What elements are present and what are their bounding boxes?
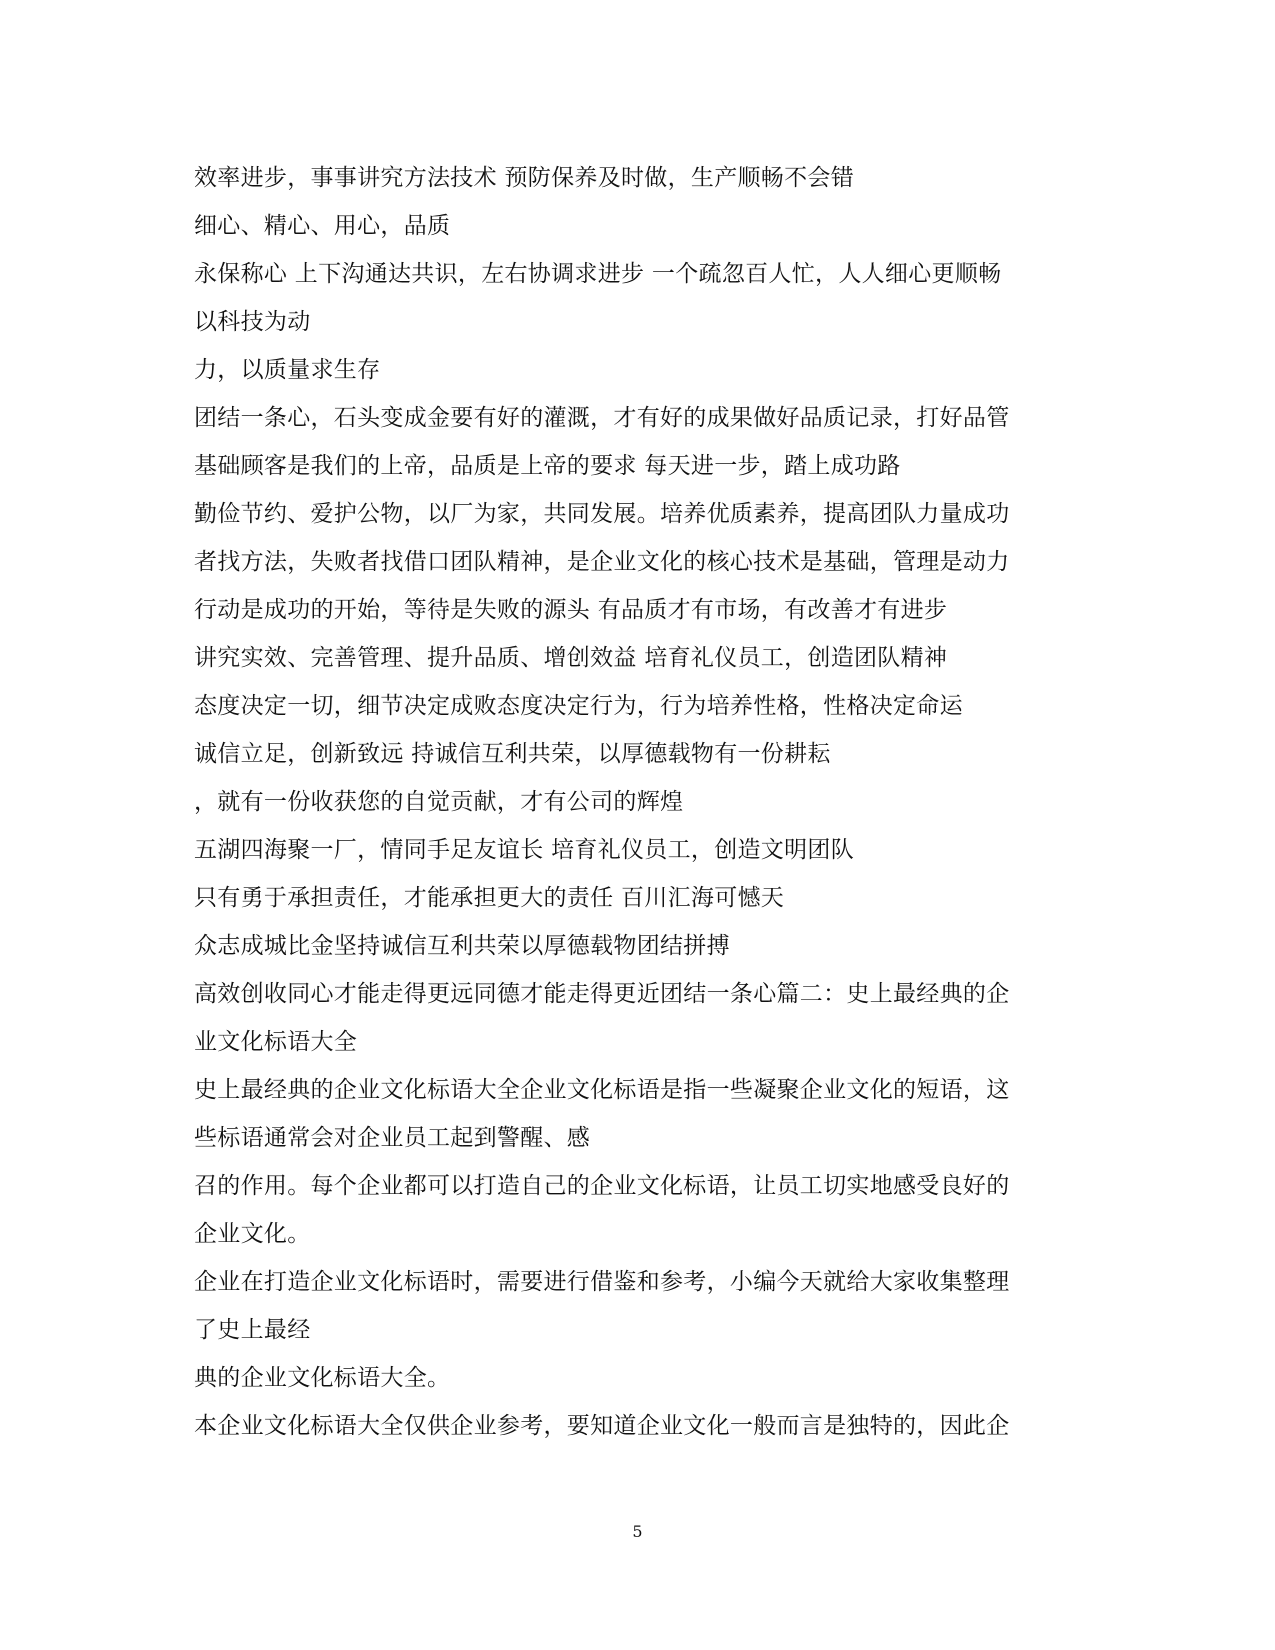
- text-line: 行动是成功的开始，等待是失败的源头 有品质才有市场，有改善才有进步: [194, 597, 948, 623]
- text-line: 企业文化。: [194, 1221, 311, 1247]
- text-line: 高效创收同心才能走得更远同德才能走得更近团结一条心篇二：史上最经典的企: [194, 981, 1010, 1007]
- text-line: 众志成城比金坚持诚信互利共荣以厚德载物团结拼搏: [194, 933, 730, 959]
- text-line: ，就有一份收获您的自觉贡献，才有公司的辉煌: [194, 789, 684, 815]
- text-line: 讲究实效、完善管理、提升品质、增创效益 培育礼仪员工，创造团队精神: [194, 645, 948, 671]
- text-line: 细心、精心、用心，品质: [194, 213, 451, 239]
- text-line: 者找方法，失败者找借口团队精神，是企业文化的核心技术是基础，管理是动力: [194, 549, 1010, 575]
- text-line: 永保称心 上下沟通达共识，左右协调求进步 一个疏忽百人忙，人人细心更顺畅: [194, 261, 1002, 287]
- text-line: 业文化标语大全: [194, 1029, 358, 1055]
- text-line: 团结一条心，石头变成金要有好的灌溉，才有好的成果做好品质记录，打好品管: [194, 405, 1010, 431]
- text-line: 态度决定一切，细节决定成败态度决定行为，行为培养性格，性格决定命运: [194, 693, 963, 719]
- text-line: 召的作用。每个企业都可以打造自己的企业文化标语，让员工切实地感受良好的: [194, 1173, 1010, 1199]
- text-line: 以科技为动: [194, 309, 311, 335]
- text-line: 史上最经典的企业文化标语大全企业文化标语是指一些凝聚企业文化的短语，这: [194, 1077, 1010, 1103]
- text-line: 五湖四海聚一厂，情同手足友谊长 培育礼仪员工，创造文明团队: [194, 837, 855, 863]
- text-line: 些标语通常会对企业员工起到警醒、感: [194, 1125, 591, 1151]
- text-line: 效率进步，事事讲究方法技术 预防保养及时做，生产顺畅不会错: [194, 165, 855, 191]
- text-line: 了史上最经: [194, 1317, 311, 1343]
- text-line: 勤俭节约、爱护公物，以厂为家，共同发展。培养优质素养，提高团队力量成功: [194, 501, 1010, 527]
- text-line: 诚信立足，创新致远 持诚信互利共荣，以厚德载物有一份耕耘: [194, 741, 831, 767]
- text-line: 典的企业文化标语大全。: [194, 1365, 451, 1391]
- text-line: 本企业文化标语大全仅供企业参考，要知道企业文化一般而言是独特的，因此企: [194, 1413, 1010, 1439]
- text-line: 只有勇于承担责任，才能承担更大的责任 百川汇海可憾天: [194, 885, 785, 911]
- text-line: 基础顾客是我们的上帝，品质是上帝的要求 每天进一步，踏上成功路: [194, 453, 901, 479]
- body-text: [194, 154, 1074, 1450]
- page-number: 5: [632, 1522, 643, 1541]
- text-line: 力，以质量求生存: [194, 357, 381, 383]
- text-line: 企业在打造企业文化标语时，需要进行借鉴和参考，小编今天就给大家收集整理: [194, 1269, 1010, 1295]
